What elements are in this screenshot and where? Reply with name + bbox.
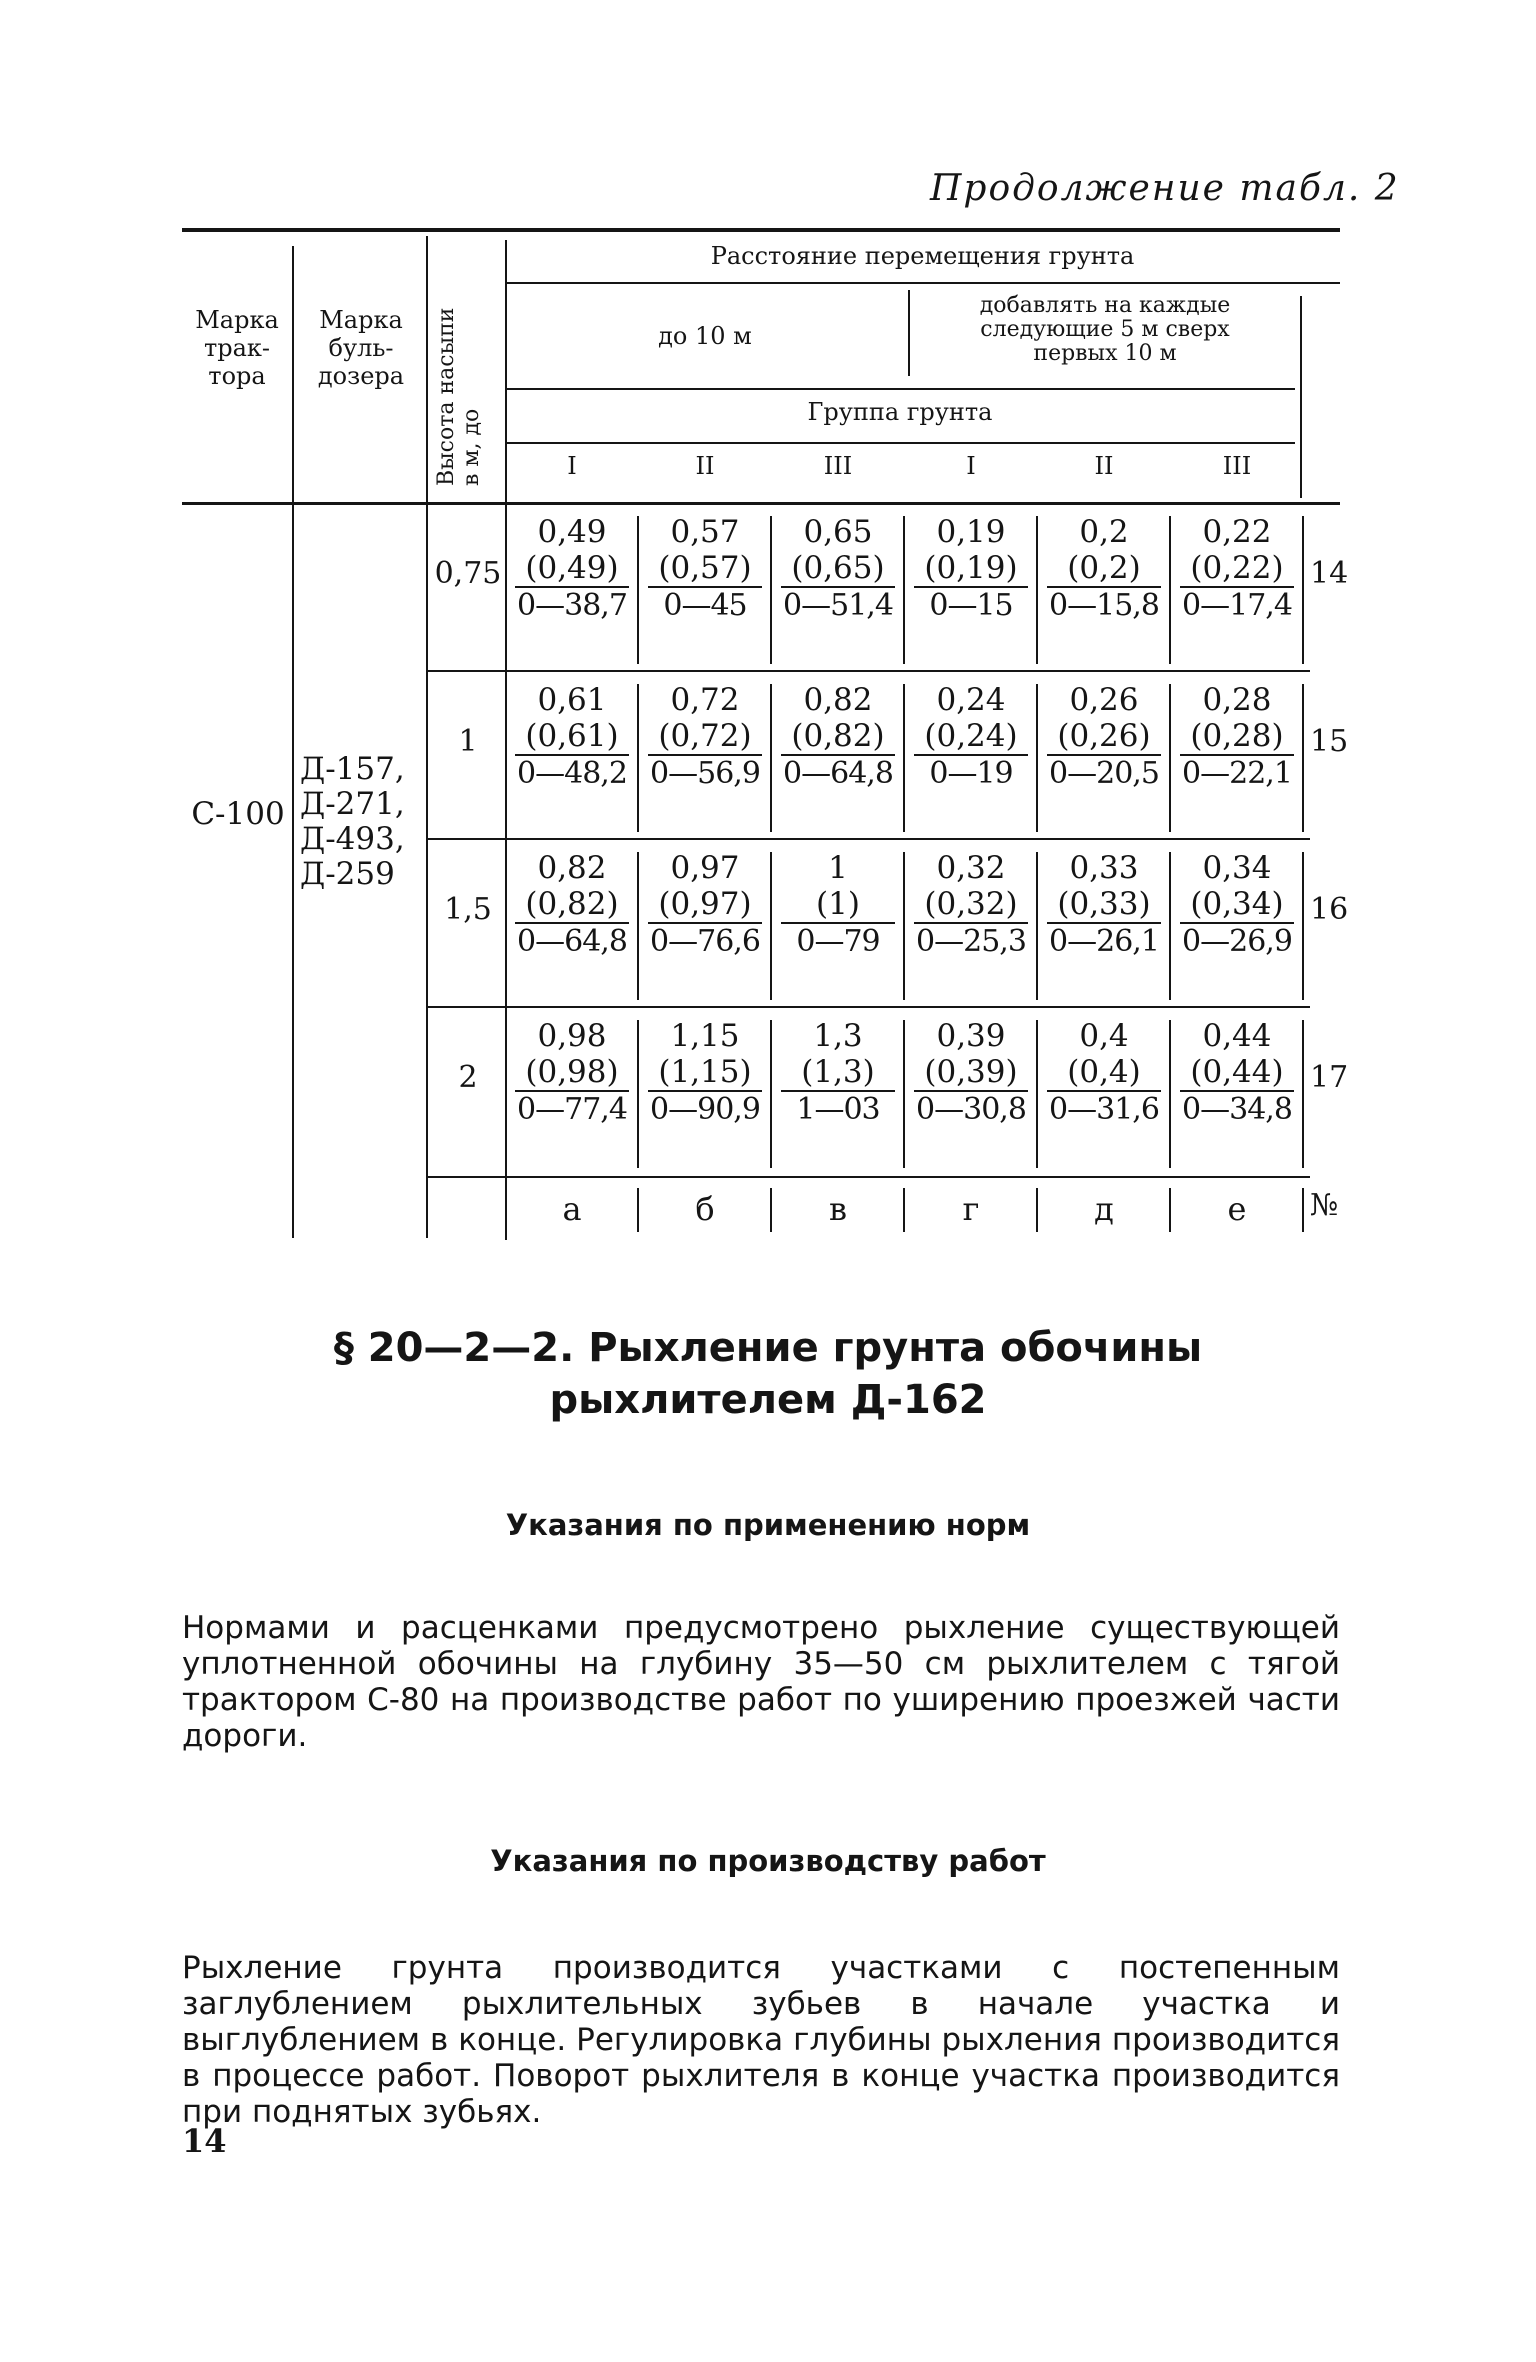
col-rule-bulldozer <box>426 236 428 1238</box>
cell-rate: 1,3 <box>813 1018 863 1054</box>
column-letter: е <box>1227 1190 1247 1228</box>
section-title-line2: рыхлителем Д-162 <box>549 1377 987 1423</box>
cell-price-range: 0—30,8 <box>916 1092 1026 1127</box>
header-group-i-a: I <box>567 452 577 480</box>
table-cell <box>906 682 1036 792</box>
cell-rate-bracket: (0,22) <box>1180 550 1294 588</box>
cell-separator <box>770 852 772 1000</box>
header-group-ii-b: II <box>1094 452 1114 480</box>
cell-rate: 0,97 <box>670 850 740 886</box>
cell-price-range: 0—76,6 <box>650 924 760 959</box>
table-cell <box>906 1018 1036 1128</box>
table-cell <box>773 514 903 624</box>
col-rule-tractor <box>292 246 294 1238</box>
table-cell <box>507 682 637 792</box>
table-cell <box>1039 850 1169 960</box>
column-letter: б <box>695 1190 715 1228</box>
cell-rate-bracket: (0,82) <box>781 718 895 756</box>
header-soil-group: Группа грунта <box>807 398 993 426</box>
column-letter: д <box>1094 1190 1114 1228</box>
cell-separator <box>770 516 772 664</box>
cell-separator <box>1169 852 1171 1000</box>
row-rule-4 <box>428 1176 1310 1178</box>
cell-rate: 0,28 <box>1202 682 1272 718</box>
row-number: 17 <box>1310 1060 1349 1095</box>
cell-rate: 0,57 <box>670 514 740 550</box>
header-group-iii-a: III <box>823 452 853 480</box>
row-number: 15 <box>1310 724 1349 759</box>
cell-price-range: 0—25,3 <box>916 924 1026 959</box>
tractor-brand: С-100 <box>191 796 285 832</box>
cell-rate: 0,39 <box>936 1018 1006 1054</box>
cell-price-range: 0—77,4 <box>517 1092 627 1127</box>
row-rule-3 <box>428 1006 1310 1008</box>
header-add-each: добавлять на каждые следующие 5 м сверх первых 10 м <box>979 293 1231 366</box>
cell-rate-bracket: (1) <box>781 886 895 924</box>
cell-rate: 1,15 <box>670 1018 740 1054</box>
cell-rate-bracket: (0,44) <box>1180 1054 1294 1092</box>
cell-rate: 0,33 <box>1069 850 1139 886</box>
cell-rate-bracket: (0,2) <box>1047 550 1161 588</box>
header-height: Высота насыпи в м, до <box>434 307 484 486</box>
header-group-iii-b: III <box>1222 452 1252 480</box>
column-letter: в <box>828 1190 847 1228</box>
cell-separator <box>637 1020 639 1168</box>
header-rule-distance <box>505 282 1340 284</box>
row-number: 16 <box>1310 892 1349 927</box>
page-number: 14 <box>182 2122 227 2160</box>
cell-rate-bracket: (0,65) <box>781 550 895 588</box>
table-cell <box>773 850 903 960</box>
cell-rate: 0,2 <box>1079 514 1129 550</box>
cell-separator <box>637 516 639 664</box>
column-letter: а <box>562 1190 582 1228</box>
table-cell <box>1172 850 1302 960</box>
cell-rate: 0,65 <box>803 514 873 550</box>
row-rule-1 <box>428 670 1310 672</box>
table-cell <box>906 514 1036 624</box>
cell-rate: 0,61 <box>537 682 607 718</box>
cell-separator <box>637 852 639 1000</box>
row-height-value: 2 <box>458 1060 478 1095</box>
cell-price-range: 0—19 <box>929 756 1013 791</box>
cell-separator <box>903 516 905 664</box>
cell-rate: 0,44 <box>1202 1018 1272 1054</box>
cell-rate-bracket: (0,49) <box>515 550 629 588</box>
cell-rate-bracket: (0,19) <box>914 550 1028 588</box>
cell-price-range: 0—64,8 <box>517 924 627 959</box>
row-height-value: 1,5 <box>444 892 492 927</box>
table-cell <box>640 850 770 960</box>
cell-rate: 0,4 <box>1079 1018 1129 1054</box>
table-cell <box>1039 514 1169 624</box>
table-cell <box>773 682 903 792</box>
cell-rate-bracket: (0,97) <box>648 886 762 924</box>
header-upto10: до 10 м <box>658 322 752 350</box>
cell-rate-bracket: (0,33) <box>1047 886 1161 924</box>
subheading-application: Указания по применению норм <box>505 1508 1031 1542</box>
cell-separator <box>1302 1020 1304 1168</box>
letter-separator <box>903 1188 905 1232</box>
cell-price-range: 0—64,8 <box>783 756 893 791</box>
cell-separator <box>770 684 772 832</box>
row-height-value: 1 <box>458 724 478 759</box>
cell-separator <box>1036 1020 1038 1168</box>
cell-separator <box>1036 516 1038 664</box>
cell-rate: 0,72 <box>670 682 740 718</box>
cell-price-range: 0—79 <box>796 924 880 959</box>
continuation-title: Продолжение табл. 2 <box>930 168 1400 209</box>
cell-price-range: 0—34,8 <box>1182 1092 1292 1127</box>
cell-separator <box>1302 516 1304 664</box>
cell-rate-bracket: (0,98) <box>515 1054 629 1092</box>
cell-price-range: 0—56,9 <box>650 756 760 791</box>
table-cell <box>1172 682 1302 792</box>
cell-rate: 0,19 <box>936 514 1006 550</box>
letter-separator <box>637 1188 639 1232</box>
cell-price-range: 1—03 <box>796 1092 880 1127</box>
row-rule-2 <box>428 838 1310 840</box>
header-bottom-rule <box>182 502 1340 505</box>
cell-rate: 0,34 <box>1202 850 1272 886</box>
cell-price-range: 0—15,8 <box>1049 588 1159 623</box>
cell-rate: 1 <box>828 850 848 886</box>
cell-separator <box>903 684 905 832</box>
cell-rate-bracket: (0,57) <box>648 550 762 588</box>
cell-rate-bracket: (0,28) <box>1180 718 1294 756</box>
cell-separator <box>1302 684 1304 832</box>
table-cell <box>507 1018 637 1128</box>
cell-rate-bracket: (0,24) <box>914 718 1028 756</box>
row-number: 14 <box>1310 556 1349 591</box>
table-cell <box>640 682 770 792</box>
cell-rate: 0,26 <box>1069 682 1139 718</box>
header-group-i-b: I <box>966 452 976 480</box>
cell-price-range: 0—45 <box>663 588 747 623</box>
cell-rate-bracket: (0,34) <box>1180 886 1294 924</box>
table-cell <box>507 514 637 624</box>
col-rule-header-split <box>908 290 910 376</box>
cell-price-range: 0—17,4 <box>1182 588 1292 623</box>
letter-separator <box>1036 1188 1038 1232</box>
cell-price-range: 0—20,5 <box>1049 756 1159 791</box>
cell-rate: 0,22 <box>1202 514 1272 550</box>
num-label: № <box>1310 1188 1339 1223</box>
table-cell <box>640 514 770 624</box>
cell-rate: 0,49 <box>537 514 607 550</box>
letter-separator <box>770 1188 772 1232</box>
cell-price-range: 0—22,1 <box>1182 756 1292 791</box>
table-cell <box>507 850 637 960</box>
table-cell <box>1172 514 1302 624</box>
cell-rate: 0,32 <box>936 850 1006 886</box>
cell-separator <box>1169 516 1171 664</box>
cell-separator <box>1036 852 1038 1000</box>
table-cell <box>1039 1018 1169 1128</box>
cell-price-range: 0—48,2 <box>517 756 627 791</box>
column-letter: г <box>962 1190 980 1228</box>
cell-price-range: 0—38,7 <box>517 588 627 623</box>
cell-price-range: 0—26,1 <box>1049 924 1159 959</box>
table-top-rule <box>182 228 1340 232</box>
cell-separator <box>1036 684 1038 832</box>
header-group-ii-a: II <box>695 452 715 480</box>
cell-rate-bracket: (0,39) <box>914 1054 1028 1092</box>
header-rule-numerals <box>505 442 1295 444</box>
cell-rate-bracket: (1,15) <box>648 1054 762 1092</box>
cell-rate-bracket: (0,32) <box>914 886 1028 924</box>
cell-rate-bracket: (0,82) <box>515 886 629 924</box>
table-cell <box>1172 1018 1302 1128</box>
header-rule-groups <box>505 388 1295 390</box>
cell-rate-bracket: (1,3) <box>781 1054 895 1092</box>
cell-rate-bracket: (0,61) <box>515 718 629 756</box>
cell-separator <box>1169 684 1171 832</box>
table-cell <box>640 1018 770 1128</box>
paragraph-application: Нормами и расценками предусмотрено рыхление существующей уплотненной обочины на глубину 35—50 см рыхлителем с тягой трактором С-80 на производстве работ по уширению проезжей части дороги. <box>182 1610 1340 1754</box>
header-bulldozer-brand: Марка буль- дозера <box>317 306 405 390</box>
cell-separator <box>770 1020 772 1168</box>
cell-rate: 0,98 <box>537 1018 607 1054</box>
cell-price-range: 0—15 <box>929 588 1013 623</box>
table-cell <box>773 1018 903 1128</box>
cell-separator <box>1302 852 1304 1000</box>
letter-separator <box>1302 1188 1304 1232</box>
subheading-work: Указания по производству работ <box>490 1844 1046 1878</box>
section-title-line1: § 20—2—2. Рыхление грунта обочины <box>333 1325 1203 1371</box>
cell-price-range: 0—51,4 <box>783 588 893 623</box>
cell-price-range: 0—90,9 <box>650 1092 760 1127</box>
paragraph-work: Рыхление грунта производится участками с постепенным заглублением рыхлительных зубьев в начале участка и выглублением в конце. Регулировка глубины рыхления производится в процессе работ. Поворот рыхлителя в конце участка производится при поднятых зубьях. <box>182 1950 1340 2130</box>
header-tractor-brand: Марка трак- тора <box>195 306 279 390</box>
cell-rate: 0,82 <box>537 850 607 886</box>
letter-separator <box>1169 1188 1171 1232</box>
cell-rate-bracket: (0,4) <box>1047 1054 1161 1092</box>
bulldozer-brands: Д-157, Д-271, Д-493, Д-259 <box>300 751 405 892</box>
header-distance: Расстояние перемещения грунта <box>710 242 1135 270</box>
cell-rate: 0,24 <box>936 682 1006 718</box>
cell-rate: 0,82 <box>803 682 873 718</box>
cell-separator <box>903 852 905 1000</box>
cell-rate-bracket: (0,72) <box>648 718 762 756</box>
table-cell <box>906 850 1036 960</box>
cell-separator <box>1169 1020 1171 1168</box>
cell-rate-bracket: (0,26) <box>1047 718 1161 756</box>
cell-price-range: 0—31,6 <box>1049 1092 1159 1127</box>
table-cell <box>1039 682 1169 792</box>
cell-separator <box>903 1020 905 1168</box>
row-height-value: 0,75 <box>434 556 502 591</box>
cell-separator <box>637 684 639 832</box>
cell-price-range: 0—26,9 <box>1182 924 1292 959</box>
